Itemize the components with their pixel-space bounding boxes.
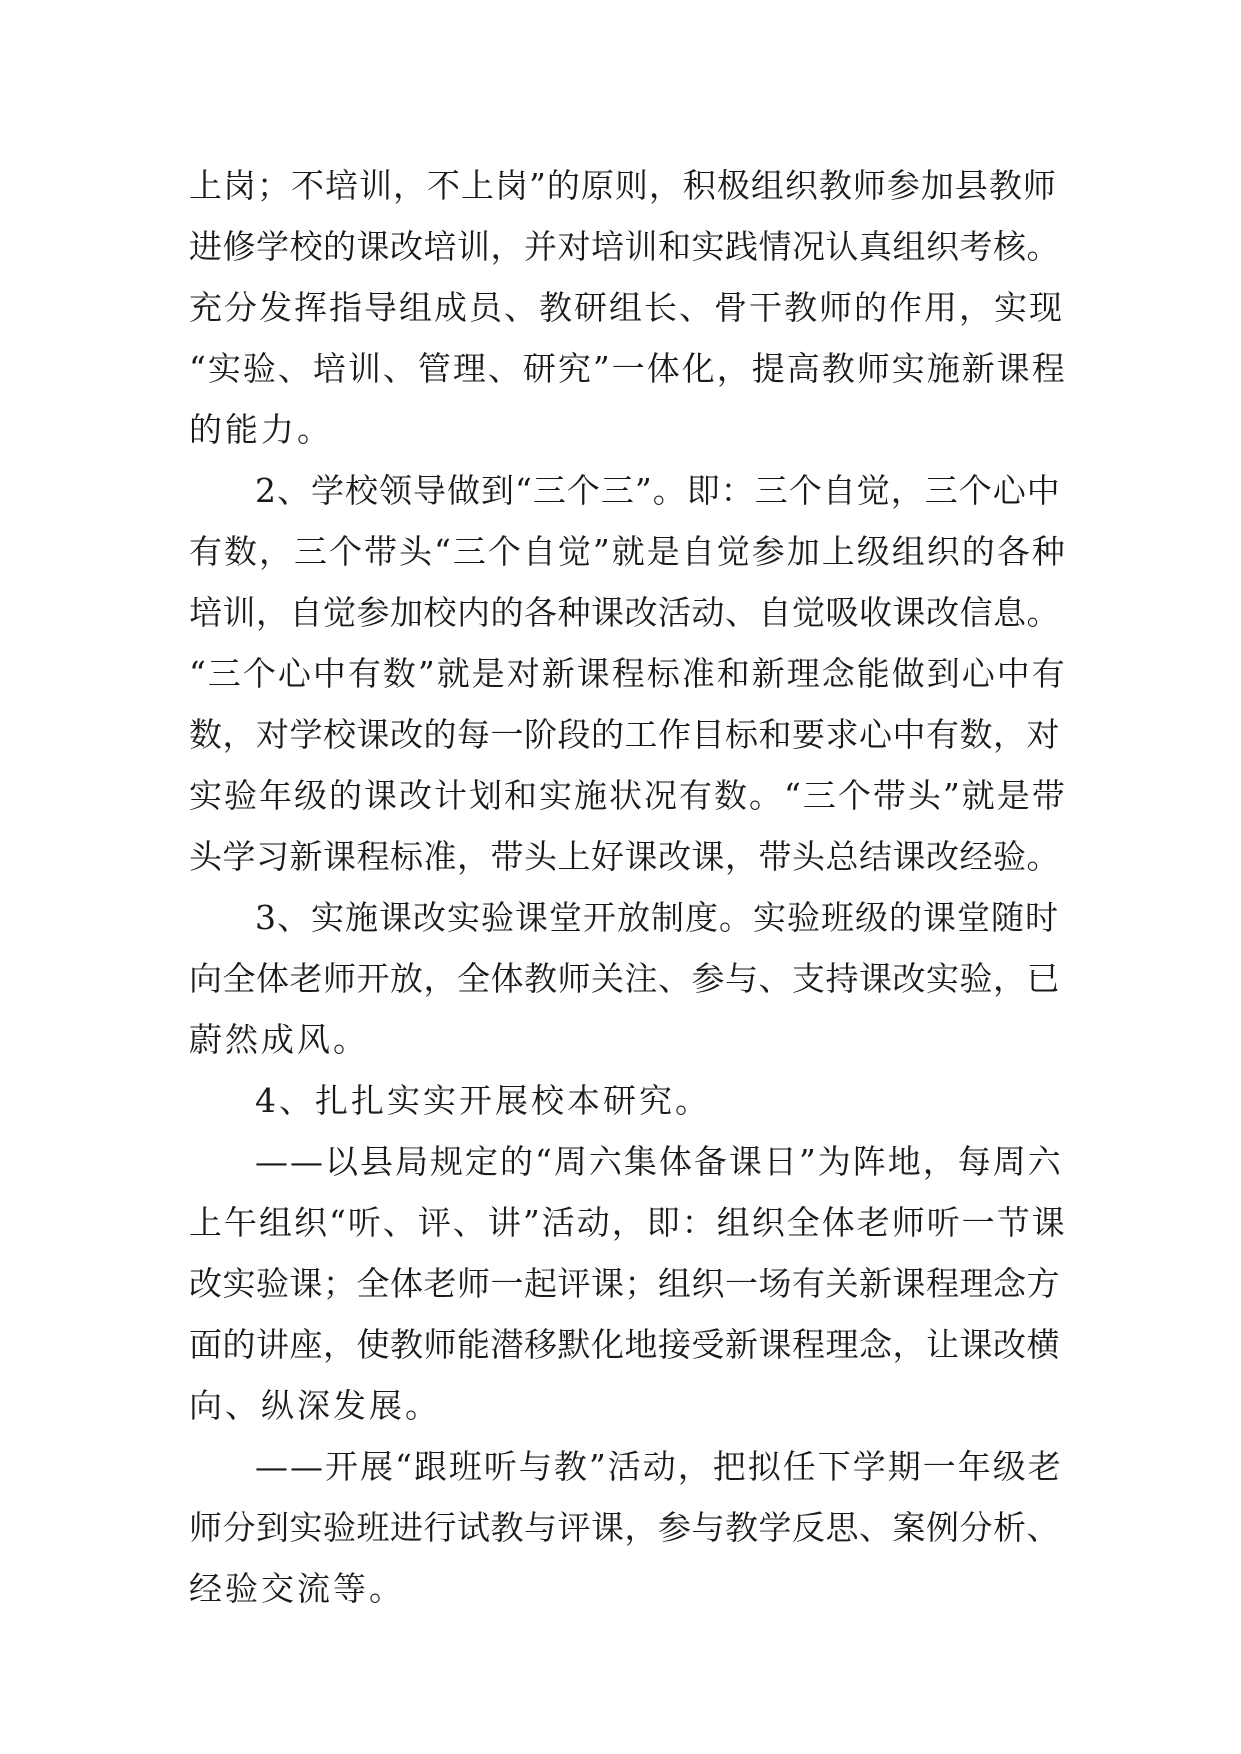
- text-line: 经验交流等。: [189, 1569, 405, 1608]
- text-line: 头学习新课程标准，带头上好课改课，带头总结课改经验。: [189, 837, 1060, 876]
- text-line: 改实验课；全体老师一起评课；组织一场有关新课程理念方: [189, 1264, 1060, 1303]
- text-line: 有数，三个带头“三个自觉”就是自觉参加上级组织的各种: [189, 532, 1067, 571]
- text-line: 上午组织“听、评、讲”活动，即：组织全体老师听一节课: [189, 1203, 1067, 1242]
- paragraph-start-line: ——以县局规定的“周六集体备课日”为阵地，每周六: [255, 1142, 1063, 1181]
- text-line: 的能力。: [189, 410, 333, 449]
- text-line: 面的讲座，使教师能潜移默化地接受新课程理念，让课改横: [189, 1325, 1060, 1364]
- text-line: 培训，自觉参加校内的各种课改活动、自觉吸收课改信息。: [189, 593, 1060, 632]
- text-line: “三个心中有数”就是对新课程标准和新理念能做到心中有: [189, 654, 1067, 693]
- paragraph-start-line: ——开展“跟班听与教”活动，把拟任下学期一年级老: [255, 1447, 1063, 1486]
- document-body: [189, 155, 1069, 1619]
- text-line: “实验、培训、管理、研究”一体化，提高教师实施新课程: [189, 349, 1067, 388]
- text-line: 实验年级的课改计划和实施状况有数。“三个带头”就是带: [189, 776, 1067, 815]
- text-line: 蔚然成风。: [189, 1020, 369, 1059]
- text-line: 向、纵深发展。: [189, 1386, 441, 1425]
- paragraph-start-line: 2、学校领导做到“三个三”。即：三个自觉，三个心中: [255, 471, 1061, 510]
- text-line: 上岗；不培训，不上岗”的原则，积极组织教师参加县教师: [189, 166, 1057, 205]
- text-line: 进修学校的课改培训，并对培训和实践情况认真组织考核。: [189, 227, 1060, 266]
- text-line: 数，对学校课改的每一阶段的工作目标和要求心中有数，对: [189, 715, 1060, 754]
- text-line: 师分到实验班进行试教与评课，参与教学反思、案例分析、: [189, 1508, 1060, 1547]
- paragraph-start-line: 3、实施课改实验课堂开放制度。实验班级的课堂随时: [255, 898, 1059, 937]
- text-line: 向全体老师开放，全体教师关注、参与、支持课改实验，已: [189, 959, 1060, 998]
- paragraph-start-line: 4、扎扎实实开展校本研究。: [255, 1081, 711, 1120]
- text-line: 充分发挥指导组成员、教研组长、骨干教师的作用，实现: [189, 288, 1064, 327]
